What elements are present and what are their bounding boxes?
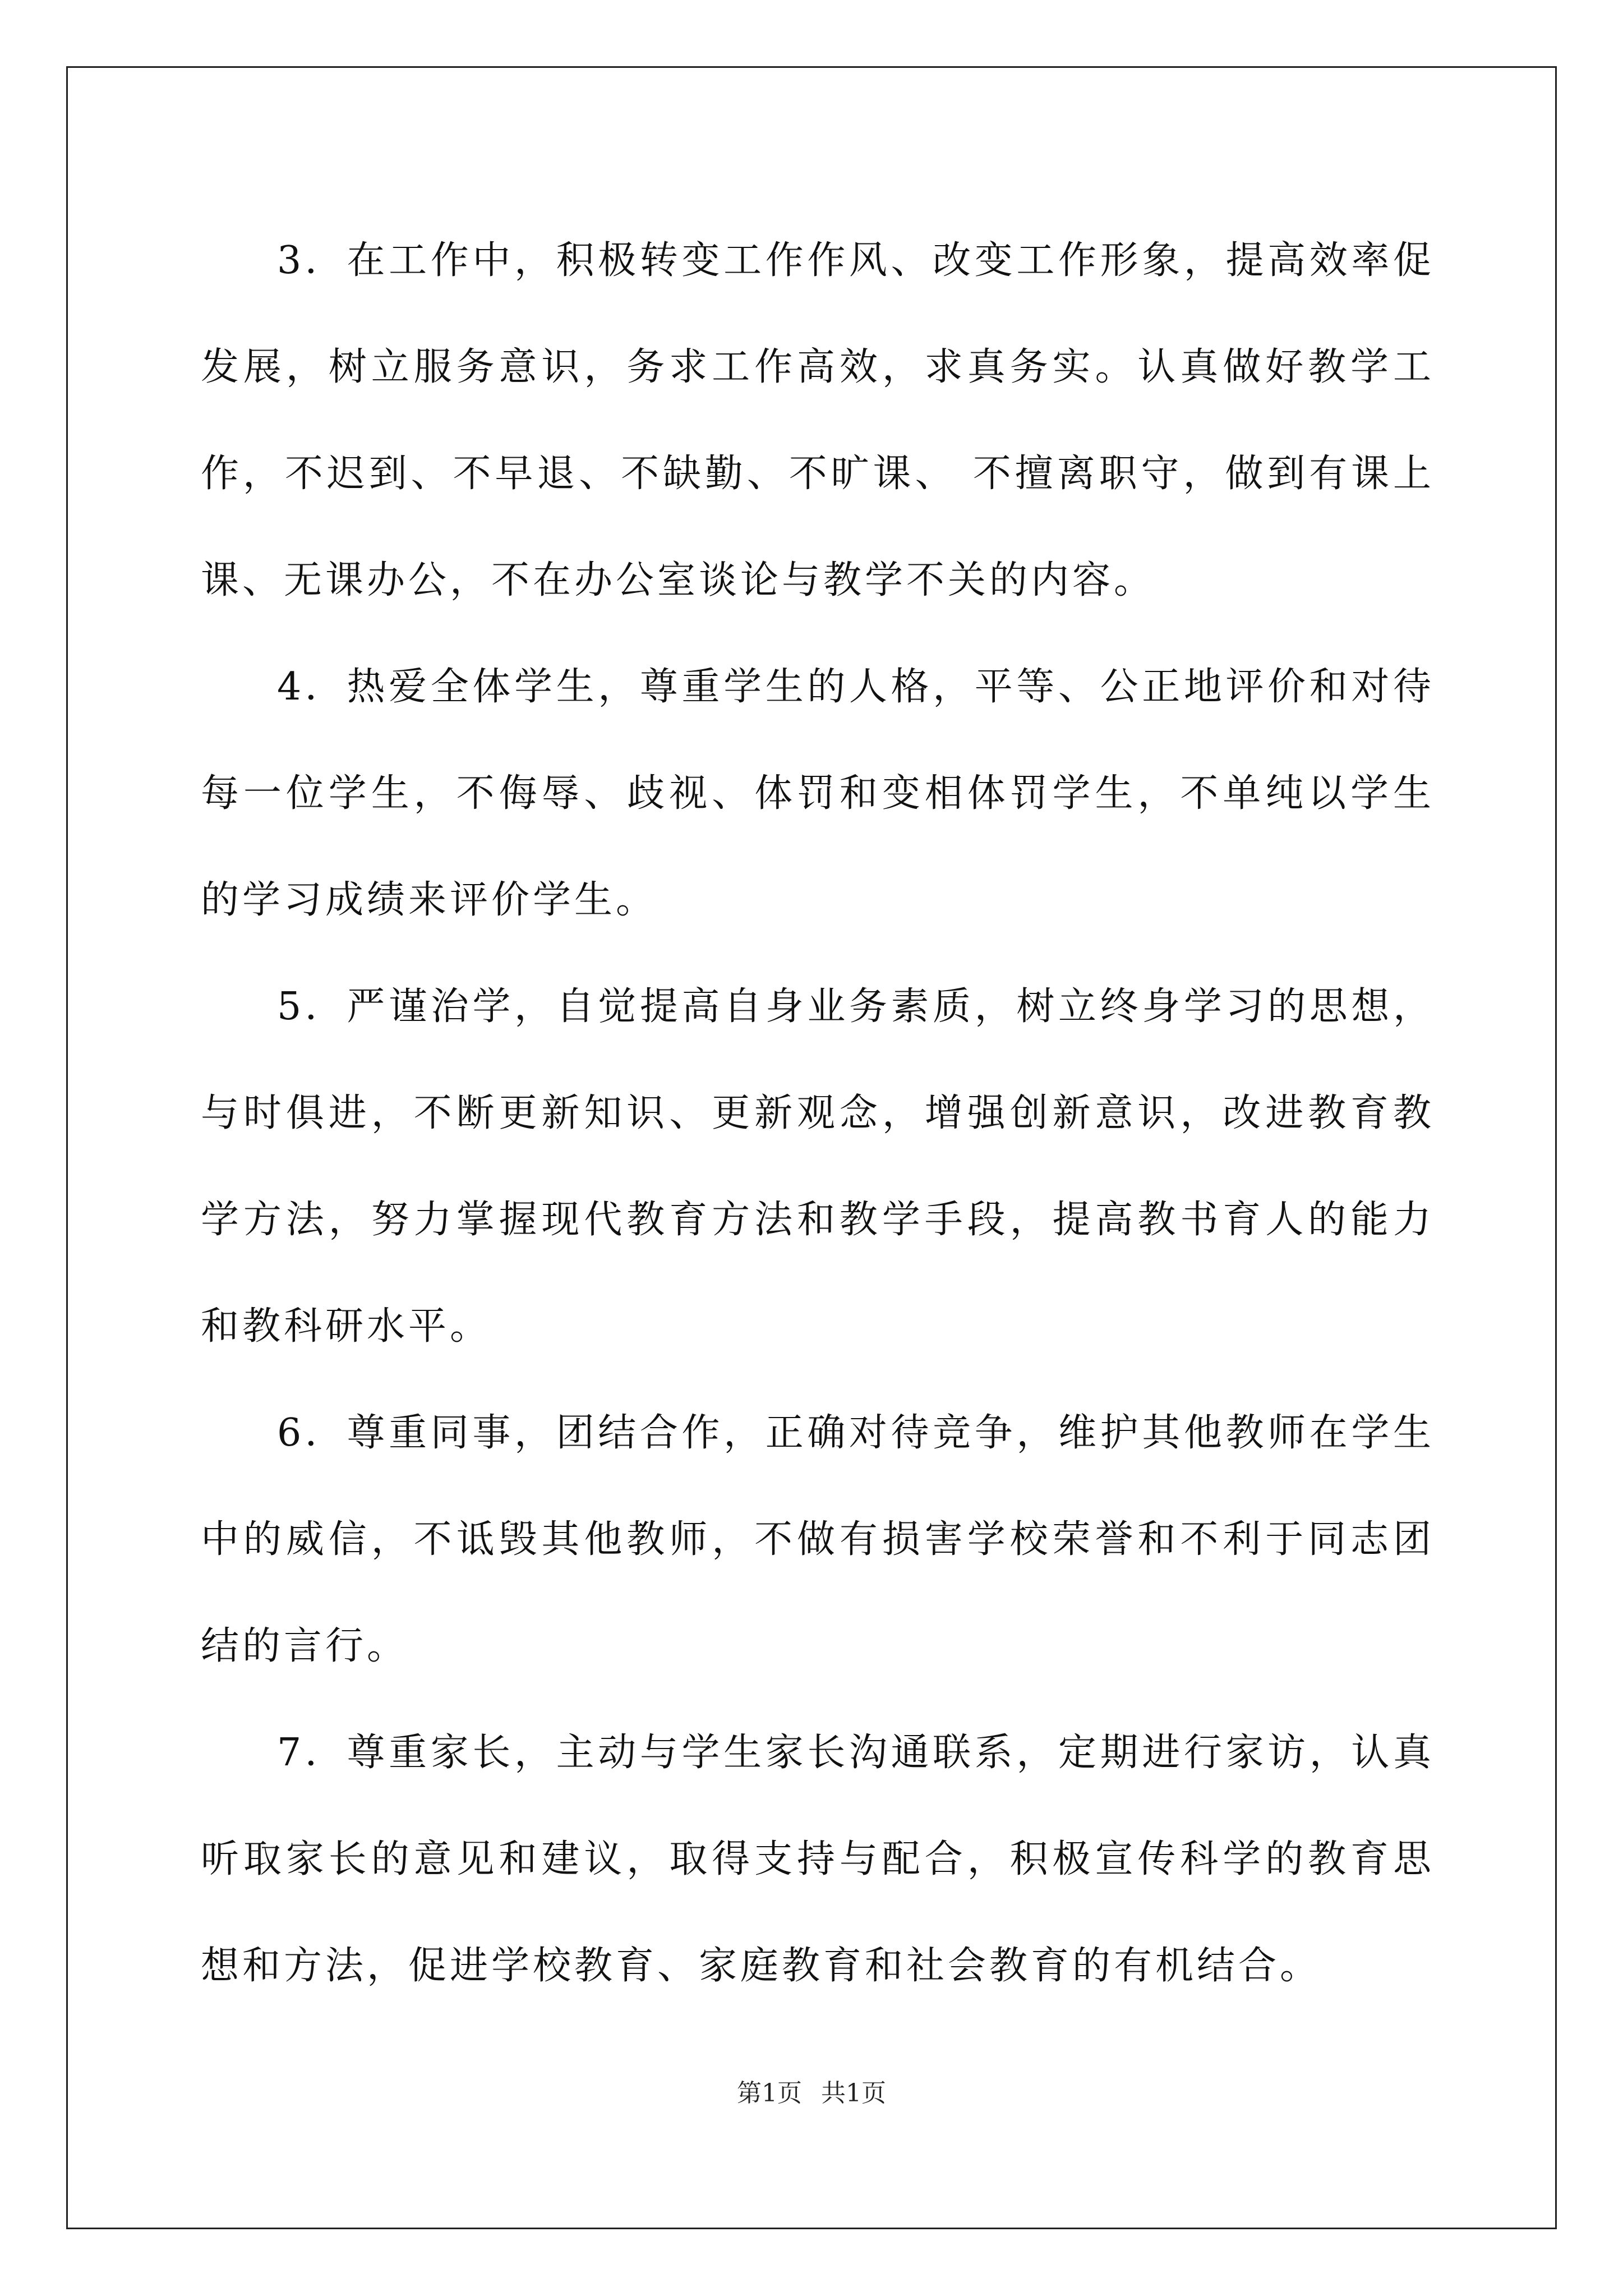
page-footer [0, 2073, 1623, 2109]
page-number: 第1页 [737, 2079, 802, 2108]
paragraph-6: 6．尊重同事，团结合作，正确对待竞争，维护其他教师在学生中的威信，不诋毁其他教师，不做有损害学校荣誉和不利于同志团结的言行。 [201, 1411, 1435, 1668]
document-body [201, 208, 1435, 2019]
paragraph-3: 3．在工作中，积极转变工作作风、改变工作形象，提高效率促发展，树立服务意识，务求工作高效，求真务实。认真做好教学工作，不迟到、不早退、不缺勤、不旷课、 不擅离职守，做到有课上课、无课办公，不在办公室谈论与教学不关的内容。 [201, 238, 1435, 602]
page-total: 共1页 [821, 2079, 886, 2108]
paragraph-5: 5．严谨治学，自觉提高自身业务素质，树立终身学习的思想，与时俱进，不断更新知识、更新观念，增强创新意识，改进教育教学方法，努力掌握现代教育方法和教学手段，提高教书育人的能力和教科研水平。 [201, 984, 1435, 1349]
paragraph-4: 4．热爱全体学生，尊重学生的人格，平等、公正地评价和对待每一位学生，不侮辱、歧视、体罚和变相体罚学生，不单纯以学生的学习成绩来评价学生。 [201, 665, 1435, 922]
paragraph-7: 7．尊重家长，主动与学生家长沟通联系，定期进行家访，认真听取家长的意见和建议，取得支持与配合，积极宣传科学的教育思想和方法，促进学校教育、家庭教育和社会教育的有机结合。 [201, 1731, 1435, 1988]
